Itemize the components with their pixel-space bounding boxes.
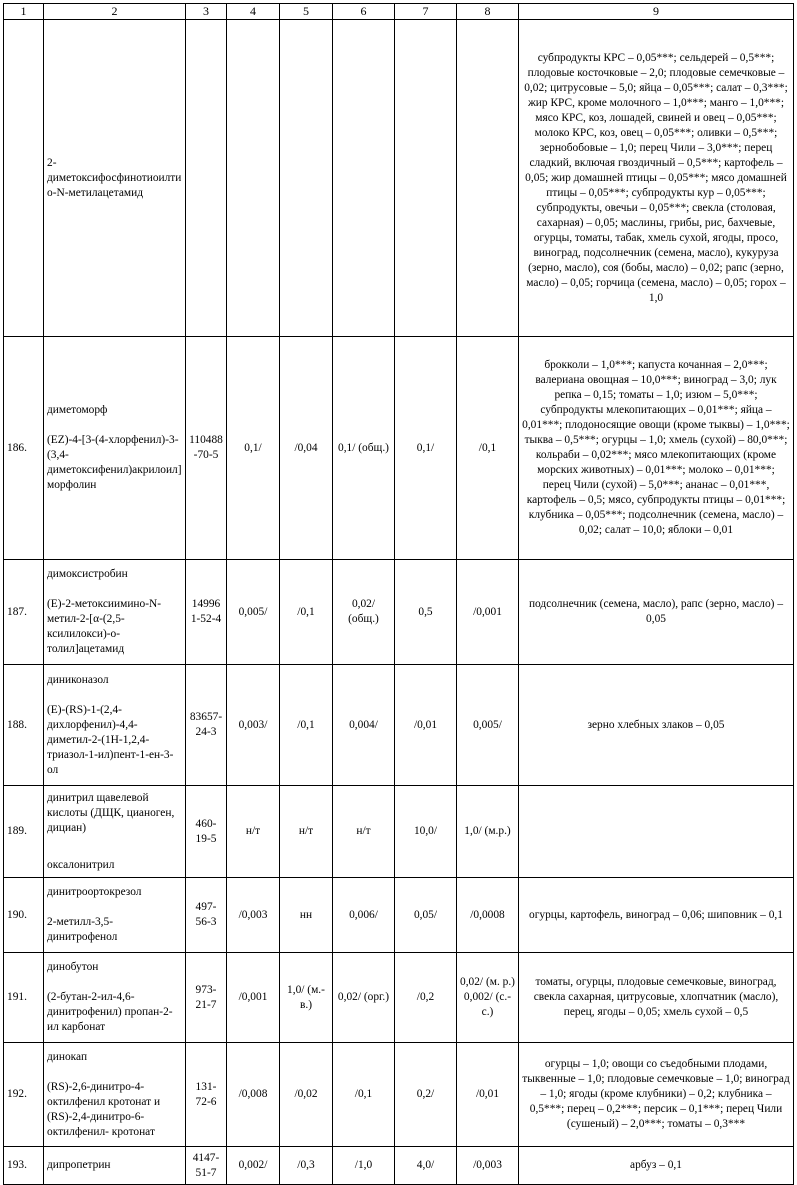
value-col-4: н/т — [227, 786, 280, 878]
products-cell: огурцы, картофель, виноград – 0,06; шиповник – 0,1 — [519, 878, 794, 953]
substance-cell — [44, 878, 186, 953]
value-col-4: 0,005/ — [227, 560, 280, 665]
value-col-8: 0,02/ (м. р.) 0,002/ (с.-с.) — [457, 953, 519, 1043]
value-col-5: /0,02 — [280, 1043, 333, 1147]
cas-number: 497-56-3 — [186, 878, 227, 953]
value-col-7: 0,5 — [395, 560, 457, 665]
substance-name: димоксистробин — [47, 568, 128, 580]
value-col-4 — [227, 20, 280, 337]
row-number — [4, 20, 44, 337]
value-col-6: 0,02/ (общ.) — [333, 560, 395, 665]
value-col-8: /0,1 — [457, 337, 519, 560]
column-header-2: 2 — [44, 4, 186, 20]
column-header-6: 6 — [333, 4, 395, 20]
substance-name: динобутон — [47, 961, 99, 973]
cas-number — [186, 20, 227, 337]
products-cell — [519, 786, 794, 878]
table-row — [4, 1043, 794, 1147]
value-col-7 — [395, 20, 457, 337]
value-col-5: н/т — [280, 786, 333, 878]
substance-name: динитрил щавелевой кислоты (ДЩК, цианоген, дициан) — [47, 791, 175, 834]
products-cell: томаты, огурцы, плодовые семечковые, виноград, свекла сахарная, цитрусовые, хлопчатник (масло), перец, ягоды – 0,05; хмель сухой – 0,5 — [519, 953, 794, 1043]
value-col-8: /0,01 — [457, 1043, 519, 1147]
value-col-7: 0,05/ — [395, 878, 457, 953]
column-header-5: 5 — [280, 4, 333, 20]
cas-number: 149961-52-4 — [186, 560, 227, 665]
chemical-name: 2-метилл-3,5-динитрофенол — [47, 916, 118, 943]
products-cell: огурцы – 1,0; овощи со съедобными плодами, тыквенные – 1,0; плодовые семечковые – 1,0; виноград – 1,0; ягоды (кроме клубники) – 0,2; клубника – 0,5***; перец – 0,2***; персик – 0,1***; перец Чили (сушеный) – 2,0***; томаты – 0,3*** — [519, 1043, 794, 1147]
row-number: 193. — [4, 1147, 44, 1185]
value-col-5: /0,04 — [280, 337, 333, 560]
substance-name: динокап — [47, 1050, 88, 1063]
row-number: 190. — [4, 878, 44, 953]
chemical-name: 2-диметоксифосфинотиоилтио-N-метилацетамид — [47, 156, 182, 199]
products-cell: подсолнечник (семена, масло), рапс (зерно, масло) – 0,05 — [519, 560, 794, 665]
column-header-8: 8 — [457, 4, 519, 20]
chemical-name: оксалонитрил — [47, 858, 115, 871]
table-row — [4, 665, 794, 786]
cas-number: 110488-70-5 — [186, 337, 227, 560]
cas-number: 4147-51-7 — [186, 1147, 227, 1185]
row-number: 187. — [4, 560, 44, 665]
products-cell: брокколи – 1,0***; капуста кочанная – 2,0***; валериана овощная – 10,0***; виноград – 3,0; лук репка – 0,15; томаты – 1,0; изюм – 5,0***; субпродукты млекопитающих – 0,01***; яйца – 0,01***; плодоносящие овощи (кроме тыквы) – 1,0***; тыква – 0,5***; огурцы – 1,0; хмель (сухой) – 80,0***; кольраби – 0,02***; мясо млекопитающих (кроме морских животных) – 0,01***; молоко – 0,01***; перец Чили (сухой) – 5,0***; ананас – 0,01***, картофель – 0,5; мясо, субпродукты птицы – 0,01***; клубника – 0,05***; подсолнечник (семена, масло) – 0,02; салат – 10,0; яблоки – 0,01 — [519, 337, 794, 560]
value-col-6: /0,1 — [333, 1043, 395, 1147]
value-col-5: 1,0/ (м.-в.) — [280, 953, 333, 1043]
value-col-6: 0,004/ — [333, 665, 395, 786]
products-cell: субпродукты КРС – 0,05***; сельдерей – 0,5***; плодовые косточковые – 2,0; плодовые семечковые – 0,02; цитрусовые – 5,0; яйца – 0,05***; салат – 0,3***; жир КРС, кроме молочного – 1,0***; манго – 1,0***; мясо КРС, коз, лошадей, свиней и овец – 0,05***; молоко КРС, коз, овец – 0,05***; оливки – 0,5***; зернобобовые – 1,0; перец Чили – 3,0***; перец сладкий, включая гвоздичный – 0,5***; картофель – 0,05; жир домашней птицы – 0,05***; мясо домашней птицы – 0,05***; субпродукты кур – 0,05***; субпродукты, овечьи – 0,05***; свекла (столовая, сахарная) – 0,05; маслины, грибы, рис, бахчевые, огурцы, томаты, табак, хмель сухой, ягоды, просо, виноград, подсолнечник (семена, масло), кукуруза (зерно, масло), соя (бобы, масло) – 0,02; рапс (зерно, масло) – 0,05; горчица (семена, масло) – 0,05; горох – 1,0 — [519, 20, 794, 337]
row-number: 186. — [4, 337, 44, 560]
value-col-7: 10,0/ — [395, 786, 457, 878]
value-col-6: 0,1/ (общ.) — [333, 337, 395, 560]
row-number: 188. — [4, 665, 44, 786]
value-col-6: н/т — [333, 786, 395, 878]
substance-name: дипропетрин — [47, 1159, 111, 1171]
value-col-8: 0,005/ — [457, 665, 519, 786]
value-col-4: 0,1/ — [227, 337, 280, 560]
column-header-3: 3 — [186, 4, 227, 20]
value-col-6: 0,006/ — [333, 878, 395, 953]
table-row — [4, 1147, 794, 1185]
chemical-name: (E)-(RS)-1-(2,4-дихлорфенил)-4,4-диметил-2-(1Н-1,2,4-триазол-1-ил)пент-1-ен-3-ол — [47, 703, 174, 776]
table-row — [4, 878, 794, 953]
value-col-8: 1,0/ (м.р.) — [457, 786, 519, 878]
value-col-7: 4,0/ — [395, 1147, 457, 1185]
substance-cell — [44, 953, 186, 1043]
chemical-name: (RS)-2,6-динитро-4-октилфенил кротонат и (RS)-2,4-динитро-6-октилфенил- кротонат — [47, 1080, 161, 1138]
value-col-6 — [333, 20, 395, 337]
value-col-4: /0,003 — [227, 878, 280, 953]
substance-cell — [44, 665, 186, 786]
cas-number: 973-21-7 — [186, 953, 227, 1043]
column-header-4: 4 — [227, 4, 280, 20]
table-row — [4, 337, 794, 560]
table-row — [4, 560, 794, 665]
substance-cell — [44, 1043, 186, 1147]
value-col-7: /0,01 — [395, 665, 457, 786]
value-col-4: 0,002/ — [227, 1147, 280, 1185]
value-col-7: 0,2/ — [395, 1043, 457, 1147]
row-number: 191. — [4, 953, 44, 1043]
row-number: 189. — [4, 786, 44, 878]
value-col-8: /0,0008 — [457, 878, 519, 953]
products-cell: зерно хлебных злаков – 0,05 — [519, 665, 794, 786]
chemical-name: (E)-2-метоксиимино-N-метил-2-[α-(2,5-ксилилокси)-о-толил]ацетамид — [47, 598, 162, 655]
chemical-name: (EZ)-4-[3-(4-хлорфенил)-3-(3,4-диметоксифенил)акрилоил]морфолин — [47, 434, 182, 491]
substance-cell — [44, 786, 186, 878]
value-col-4: 0,003/ — [227, 665, 280, 786]
cas-number: 131-72-6 — [186, 1043, 227, 1147]
table-row — [4, 953, 794, 1043]
substance-cell — [44, 560, 186, 665]
column-header-7: 7 — [395, 4, 457, 20]
value-col-5: /0,3 — [280, 1147, 333, 1185]
hygiene-standards-table — [3, 3, 794, 1185]
value-col-5: нн — [280, 878, 333, 953]
value-col-5: /0,1 — [280, 560, 333, 665]
cas-number: 83657-24-3 — [186, 665, 227, 786]
column-header-1: 1 — [4, 4, 44, 20]
value-col-6: 0,02/ (орг.) — [333, 953, 395, 1043]
column-header-9: 9 — [519, 4, 794, 20]
value-col-6: /1,0 — [333, 1147, 395, 1185]
value-col-8: /0,003 — [457, 1147, 519, 1185]
row-number: 192. — [4, 1043, 44, 1147]
value-col-5: /0,1 — [280, 665, 333, 786]
value-col-7: 0,1/ — [395, 337, 457, 560]
value-col-8 — [457, 20, 519, 337]
products-cell: арбуз – 0,1 — [519, 1147, 794, 1185]
substance-cell — [44, 337, 186, 560]
value-col-5 — [280, 20, 333, 337]
value-col-4: /0,001 — [227, 953, 280, 1043]
substance-name: диниконазол — [47, 673, 109, 686]
value-col-7: /0,2 — [395, 953, 457, 1043]
value-col-8: /0,001 — [457, 560, 519, 665]
table-row — [4, 786, 794, 878]
table-row — [4, 20, 794, 337]
substance-name: динитроортокрезол — [47, 886, 142, 898]
chemical-name: (2-бутан-2-ил-4,6-динитрофенил) пропан-2-ил карбонат — [47, 991, 173, 1033]
cas-number: 460-19-5 — [186, 786, 227, 878]
substance-name: диметоморф — [47, 404, 108, 416]
substance-cell — [44, 1147, 186, 1185]
header-row — [4, 4, 794, 20]
substance-cell — [44, 20, 186, 337]
value-col-4: /0,008 — [227, 1043, 280, 1147]
